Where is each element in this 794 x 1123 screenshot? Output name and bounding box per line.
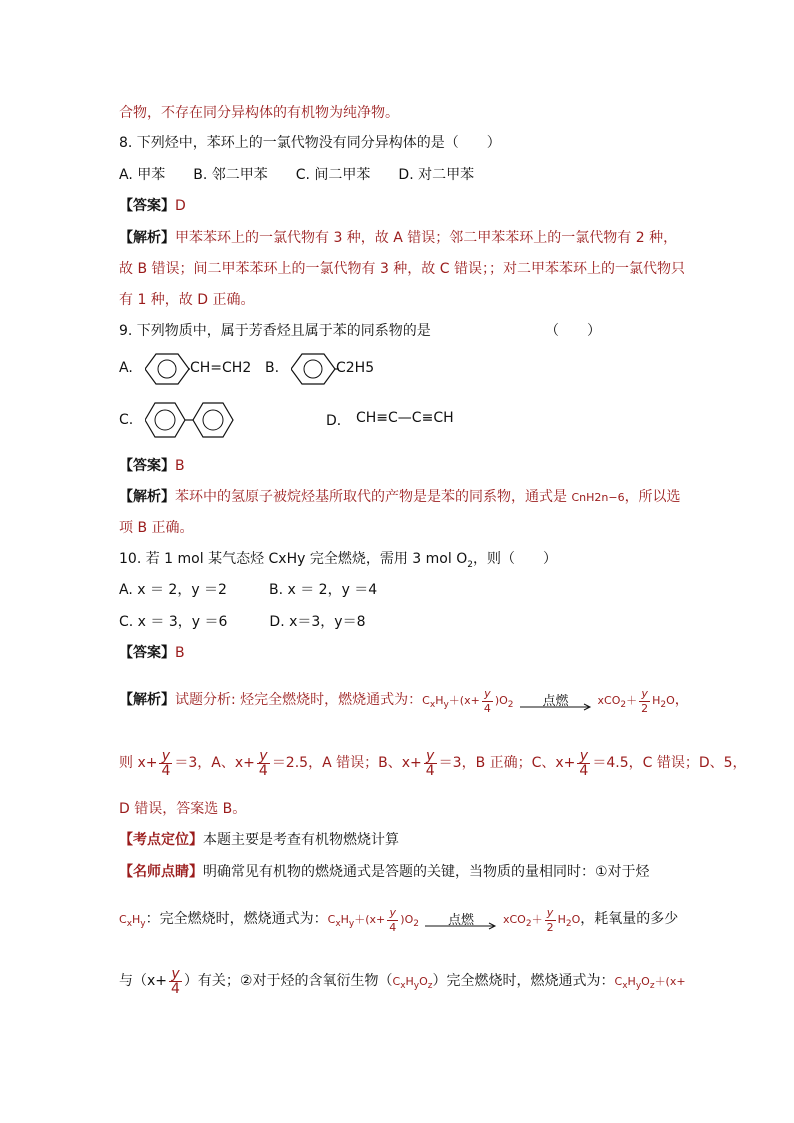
ethyl-group — [336, 360, 374, 376]
option-label: B. — [265, 360, 280, 376]
frac-num: y — [424, 749, 437, 764]
frac-den: 2 — [546, 920, 554, 934]
explanation-8-line2 — [119, 259, 685, 279]
explanation-text: ＝4.5，C 错误；D、5， — [592, 755, 747, 771]
frac-num: y — [257, 749, 270, 764]
oxygenated-formula: $C_xH_yO_z$ — [392, 975, 433, 992]
frac-num: y — [169, 967, 182, 982]
explanation-9-line2 — [119, 518, 194, 538]
question-8-options — [119, 165, 474, 185]
teacher-note-line1 — [119, 862, 650, 882]
question-9-paren — [545, 321, 601, 341]
explanation-9-line1 — [119, 487, 681, 508]
key-point-label: 【考点定位】 — [119, 832, 203, 848]
answer-8 — [119, 196, 186, 216]
diacetylene-formula — [356, 410, 454, 426]
option-a-label — [119, 360, 133, 376]
question-8-text: 8. 下列烃中，苯环上的一氯代物没有同分异构体的是（ ） — [119, 135, 501, 151]
frac-den: 4 — [161, 762, 171, 779]
frac-den: 4 — [483, 701, 491, 715]
explanation-text: 苯环中的氢原子被烷烃基所取代的产物是是苯的同系物，通式是 — [175, 489, 572, 505]
explanation-text: ＝3，A、x+ — [174, 755, 255, 771]
explanation-text: ，所以选 — [624, 489, 681, 505]
hydrocarbon-formula: $C_xH_y$ — [119, 913, 146, 930]
group-formula: CH=CH2 — [190, 360, 252, 376]
option-c-label — [119, 412, 133, 428]
continuation-text: 合物，不存在同分异构体的有机物为纯净物。 — [119, 105, 399, 121]
benzene-ring-a — [145, 352, 190, 386]
explanation-label: 【解析】 — [119, 230, 175, 246]
answer-value: B — [175, 645, 185, 661]
frac-num: y — [545, 906, 556, 921]
explanation-text: ＝2.5，A 错误；B、x+ — [271, 755, 422, 771]
explanation-text: 有 1 种，故 D 正确。 — [119, 292, 255, 308]
teacher-note-text: ）有关；②对于烃的含氧衍生物（ — [183, 973, 393, 989]
frac-den: 4 — [389, 920, 397, 934]
frac-num: y — [639, 687, 650, 702]
explanation-label: 【解析】 — [119, 692, 175, 708]
question-9 — [119, 321, 431, 341]
teacher-note-text: 与（x+ — [119, 973, 168, 989]
explanation-text: 试题分析: 烃完全燃烧时，燃烧通式为： — [175, 692, 423, 708]
option-label: A. — [119, 360, 133, 376]
biphenyl-structure — [145, 400, 235, 440]
equation-fragment: ＋(x+ — [654, 975, 686, 988]
explanation-8-line1 — [119, 228, 677, 248]
answer-blank: （ ） — [545, 323, 601, 339]
reaction-arrow — [520, 687, 592, 713]
teacher-note-line3 — [119, 964, 686, 1003]
combustion-equation: $C_xH_y+(x+$ $\frac{y}{4}$ )$O_2$ — [327, 905, 419, 934]
teacher-note-text: ，耗氧量的多少 — [580, 911, 679, 927]
explanation-text: 项 B 正确。 — [119, 520, 194, 536]
frac-den: 4 — [579, 762, 589, 779]
group-formula: C2H5 — [336, 360, 375, 376]
answer-value: D — [175, 198, 186, 214]
teacher-note-text: 明确常见有机物的燃烧通式是答题的关键，当物质的量相同时：①对于烃 — [203, 864, 650, 880]
text-line — [119, 103, 399, 123]
explanation-10-line2 — [119, 746, 747, 780]
frac-den: 4 — [425, 762, 435, 779]
frac-den: 2 — [641, 701, 649, 715]
teacher-note-text: ：完全燃烧时，燃烧通式为： — [145, 911, 328, 927]
answer-label: 【答案】 — [119, 458, 175, 474]
option-d-label — [326, 410, 351, 430]
question-8 — [119, 133, 501, 153]
frac-num: y — [387, 906, 398, 921]
teacher-note-text: ）完全燃烧时，燃烧通式为： — [432, 973, 615, 989]
teacher-note-label: 【名师点睛】 — [119, 864, 203, 880]
question-10-options-cd — [119, 612, 365, 632]
general-formula: CnH2n−6 — [571, 491, 625, 504]
frac-num: y — [159, 749, 172, 764]
explanation-text: 故 B 错误；间二甲苯苯环上的一氯代物有 3 种，故 C 错误；；对二甲苯苯环上的一氯代物只 — [119, 261, 685, 277]
teacher-note-line2 — [119, 902, 678, 941]
combustion-products: xCO$_2$＋ $\frac{y}{2}$ $H_2O$ — [502, 905, 581, 934]
explanation-text: 甲苯苯环上的一氯代物有 3 种，故 A 错误；邻二甲苯苯环上的一氯代物有 2 种， — [175, 230, 678, 246]
options-text: A. x ＝ 2，y ＝2 B. x ＝ 2，y ＝4 — [119, 582, 378, 598]
benzene-ring-b — [291, 352, 339, 386]
answer-value: B — [175, 458, 185, 474]
options-text: C. x ＝ 3，y ＝6 D. x＝3，y＝8 — [119, 614, 366, 630]
explanation-label: 【解析】 — [119, 489, 175, 505]
question-8-options-text: A. 甲苯 B. 邻二甲苯 C. 间二甲苯 D. 对二甲苯 — [119, 167, 475, 183]
frac-den: 4 — [258, 762, 268, 779]
reaction-arrow — [425, 906, 497, 932]
combustion-equation: $C_xH_yO_z+(x+$ — [614, 975, 686, 992]
frac-den: 4 — [171, 980, 180, 997]
question-10-text-end: ，则（ ） — [472, 551, 557, 567]
question-10-options-ab — [119, 580, 377, 600]
explanation-10-line1: 【解析】试题分析: 烃完全燃烧时，燃烧通式为：$C_xH_y+(x+$ $\frac{y}{4}$ )$O_2$ 点燃 xCO$_2$＋ $\frac{y}{2}$ $H_2O$， — [119, 683, 689, 722]
key-point — [119, 830, 399, 850]
question-10: 10. 若 1 mol 某气态烃 CxHy 完全燃烧，需用 3 mol $O_2$，则（ ） — [119, 551, 557, 570]
group-formula: CH≡C—C≡CH — [356, 410, 454, 426]
combustion-equation: $C_xH_y+(x+$ $\frac{y}{4}$ )$O_2$ — [422, 686, 514, 715]
arrow-label: 点燃 — [447, 913, 474, 928]
answer-10 — [119, 643, 185, 663]
explanation-text: D 错误，答案选 B。 — [119, 801, 247, 817]
question-9-text: 9. 下列物质中，属于芳香烃且属于苯的同系物的是 — [119, 323, 431, 339]
explanation-text: 则 x+ — [119, 755, 158, 771]
answer-9 — [119, 456, 185, 476]
answer-label: 【答案】 — [119, 645, 175, 661]
option-label: D． — [326, 413, 351, 429]
vinyl-group — [190, 360, 251, 376]
frac-num: y — [482, 687, 493, 702]
answer-label: 【答案】 — [119, 198, 175, 214]
explanation-8-line3 — [119, 290, 255, 310]
option-label: C. — [119, 412, 134, 428]
key-point-text: 本题主要是考查有机物燃烧计算 — [203, 832, 399, 848]
frac-num: y — [577, 749, 590, 764]
question-10-text: 10. 若 1 mol 某气态烃 CxHy 完全燃烧，需用 3 mol O — [119, 551, 468, 567]
combustion-products: xCO$_2$＋ $\frac{y}{2}$ $H_2O$ — [597, 686, 675, 715]
explanation-text: ＝3，B 正确；C、x+ — [438, 755, 576, 771]
option-b-label — [265, 360, 279, 376]
explanation-10-line3 — [119, 799, 246, 819]
arrow-label: 点燃 — [542, 694, 569, 709]
